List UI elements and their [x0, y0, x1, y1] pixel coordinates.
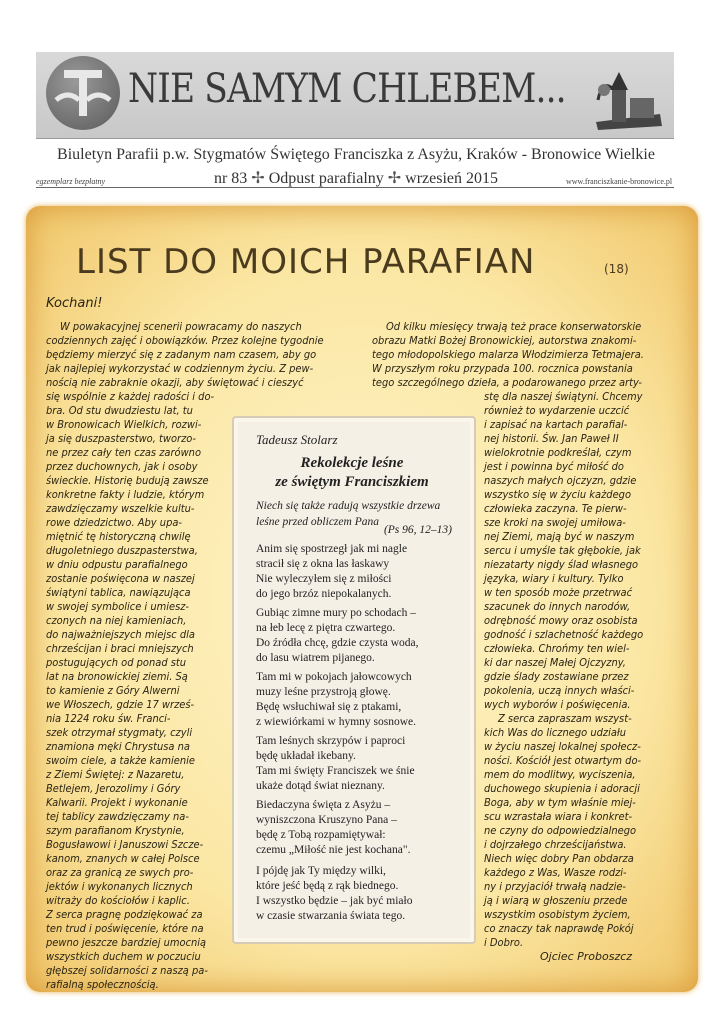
poem-line: będę układał ikebany.	[256, 750, 356, 762]
website-link[interactable]: www.franciszkanie-bronowice.pl	[566, 177, 673, 186]
article-line: nej historii. Św. Jan Paweł II	[484, 432, 619, 445]
article-line: gdzie ślady zostawiane przez	[484, 670, 629, 683]
poem-line: będę z Tobą rozpamiętywał:	[256, 829, 386, 841]
poem-line: na łeb lecę z piętra czwartego.	[256, 622, 396, 634]
article-line: i Dobro.	[484, 936, 524, 949]
issue-date: wrzesień 2015	[405, 170, 499, 187]
article-greeting: Kochani!	[46, 296, 103, 311]
article-title: LIST DO MOICH PARAFIAN	[76, 242, 536, 282]
article-line: tego szczególnego dzieła, a podarowanego przez arty-	[372, 376, 642, 389]
article-line: chrześcijan i braci mniejszych	[46, 642, 194, 655]
poem-line: z wiewiórkami w hymny sosnowe.	[256, 716, 417, 728]
article-line: miętnić tę historyczną chwilę	[46, 530, 191, 543]
article-line: Betlejem, Jerozolimy i Góry	[46, 782, 181, 795]
article-line: we Włoszech, gdzie 17 wrześ-	[46, 698, 195, 711]
poem-stanza	[256, 670, 416, 730]
article-line: Z serca zapraszam wszyst-	[498, 712, 632, 725]
article-line: oraz za granicą ze swych pro-	[46, 866, 194, 879]
poem-line: Anim się spostrzegł jak mi nagle	[256, 543, 408, 555]
article-number: (18)	[604, 262, 629, 276]
poem-stanza	[256, 734, 415, 794]
article-line: W powakacyjnej scenerii powracamy do naszych	[60, 320, 302, 333]
poem-line: stracił się z okna las łaskawy	[256, 558, 390, 570]
poem-motto: Niech się także radują wszystkie drzewa leśne przed obliczem Pana	[256, 500, 441, 528]
article-line: tego młodopolskiego malarza Włodzimierza Tetmajera.	[372, 348, 644, 361]
article-line: wszystko się w życiu każdego	[484, 488, 631, 501]
article-line: nej Ziemi, mają być w naszym	[484, 530, 635, 543]
article-line: duchowego skupienia i adoracji	[484, 782, 640, 795]
poem-line: Tam leśnych skrzypów i paproci	[256, 735, 406, 747]
article-line: bra. Od stu dwudziestu lat, tu	[46, 404, 193, 417]
article-line: sze kroki na swojej umiłowa-	[484, 516, 626, 529]
article-line: jest i powinna być miłość do	[484, 460, 624, 473]
article-line: długoletniego duszpasterstwa,	[46, 544, 198, 557]
article-line: również to wydarzenie uczcić	[484, 404, 630, 417]
article-line: kich Was do licznego udziału	[484, 726, 627, 739]
poem-line: czemu „Miłość nie jest kochana".	[256, 844, 411, 856]
article-line: znamiona męki Chrystusa na	[46, 740, 190, 753]
poem-line: muzy leśne przystroją głowę.	[256, 686, 391, 698]
article-line: w Bronowicach Wielkich, rozwi-	[46, 418, 202, 431]
poem-line: Nie wyleczyłem się z miłości	[256, 573, 392, 585]
poem-line: Będę wsłuchiwał się z ptakami,	[256, 701, 402, 713]
article-line: i dojrzałego chrześcijaństwa.	[484, 838, 627, 851]
article-line: postugujących od ponad stu	[46, 656, 187, 669]
article-line: lat na bronowickiej ziemi. Są	[46, 670, 188, 683]
article-line: codziennych zajęć i obowiązków. Przez kolejne tygodnie	[46, 334, 324, 347]
article-line: co znaczy tak naprawdę Pokój	[484, 922, 634, 935]
article-line: witraży do kościołów i kaplic.	[46, 894, 190, 907]
poem-line: Tam mi święty Franciszek we śnie	[256, 765, 415, 777]
article-line: Niech więc dobry Pan obdarza	[484, 852, 634, 865]
article-line: w ten sposób może przetrwać	[484, 586, 633, 599]
article-line: pewno jeszcze bardziej umocnią	[46, 936, 207, 949]
article-line: ten trud i poświęcenie, które na	[46, 922, 204, 935]
article-line: stę dla naszej świątyni. Chcemy	[484, 390, 643, 403]
article-line: rafialną społecznością.	[46, 978, 159, 991]
article-line: wszystkim osobistym życiem,	[484, 908, 631, 921]
article-line: zostanie poświęcona w naszej	[46, 572, 195, 585]
poem-stanza	[256, 798, 410, 858]
poem-line: Biedaczyna święta z Asyżu –	[256, 799, 391, 811]
article-line: będziemy mierzyć się z zadanym nam czasem, aby go	[46, 348, 317, 361]
poem-line: w czasie stwarzania świata tego.	[256, 910, 406, 922]
article-line: zawdzięczamy wszelkie kultu-	[46, 502, 195, 515]
article-line: głębszej solidarności z naszą pa-	[46, 964, 208, 977]
cross-icon: ✢	[387, 170, 402, 187]
article-line: wych wyborów i poświęcenia.	[484, 698, 631, 711]
article-line: godność i szlachetność każdego	[484, 628, 644, 641]
poem-stanza	[256, 864, 413, 924]
article-line: do najważniejszych miejsc dla	[46, 628, 195, 641]
article-line: tej tablicy zawdzięczamy na-	[46, 810, 189, 823]
article-line: ny i przyjaciół trwałą nadzie-	[484, 880, 626, 893]
article-line: mem do modlitwy, wyciszenia,	[484, 768, 636, 781]
article-line: Boga, aby w tym właśnie miej-	[484, 796, 636, 809]
article-line: świeckie. Historię budują zawsze	[46, 474, 209, 487]
article-line: jektów i wykonanych licznych	[46, 880, 193, 893]
article-line: kanom, znanych w całej Polsce	[46, 852, 200, 865]
article-line: w życiu naszej lokalnej społecz-	[484, 740, 641, 753]
poem-line: Do źródła chcę, gdzie czysta woda,	[256, 637, 419, 649]
cross-icon: ✢	[251, 170, 265, 187]
article-line: wielokrotnie podkreślał, czym	[484, 446, 632, 459]
poem-line: Gubiąc zimne mury po schodach –	[256, 607, 416, 619]
article-line: obrazu Matki Bożej Bronowickiej, autorstwa znakomi-	[372, 334, 637, 347]
article-line: w swojej symbolice i umiesz-	[46, 600, 190, 613]
article-line: W przyszłym roku przypada 100. rocznica powstania	[372, 362, 633, 375]
poem-author: Tadeusz Stolarz	[256, 432, 338, 447]
article-line: ja się duszpasterstwo, tworzo-	[46, 432, 196, 445]
poem-line: Tam mi w pokojach jałowcowych	[256, 671, 412, 683]
poem-stanza	[256, 606, 419, 666]
article-line: naszych małych ojczyzn, gdzie	[484, 474, 637, 487]
article-line: wszystkich duchem w poczuciu	[46, 950, 201, 963]
article-line: się wspólnie z każdej radości i do-	[46, 390, 215, 403]
article-line: szek otrzymał stygmaty, czyli	[46, 726, 193, 739]
poem-reference: (Ps 96, 12–13)	[383, 524, 452, 536]
article-line: ne przez cały ten czas zarówno	[46, 446, 201, 459]
article-line: konkretne fakty i ludzie, którym	[46, 488, 205, 501]
poem-line: do lasu wiatrem pijanego.	[256, 652, 375, 664]
article-line: to kamienie z Góry Alwerni	[46, 684, 180, 697]
poem-stanza	[256, 542, 407, 602]
article-line: języka, wiary i kultury. Tylko	[484, 572, 624, 585]
article-line: świątyni tablica, nawiązująca	[46, 586, 191, 599]
poem-title-line: Rekolekcje leśne	[300, 455, 404, 471]
article-line: czonych na niej kamieniach,	[46, 614, 187, 627]
article-line: niezatarty nigdy ślad własnego	[484, 558, 639, 571]
poem-title-line: ze świętym Franciszkiem	[275, 474, 429, 490]
article-line: w dniu odpustu parafialnego	[46, 558, 188, 571]
article-line: człowieka zaczyna. Te pierw-	[484, 502, 627, 515]
article-line: swoim ciele, a także kamienie	[46, 754, 195, 767]
issue-occasion: Odpust parafialny	[268, 170, 384, 187]
article-line: jak najlepiej wykorzystać w codziennym życiu. Z pew-	[46, 362, 314, 375]
article-line: sercu i umyśle tak głębokie, jak	[484, 544, 641, 557]
article-line: ki dar naszej Małej Ojczyzny,	[484, 656, 626, 669]
poem-line: I pójdę jak Ty między wilki,	[256, 865, 386, 877]
article-line: i zapisać na kartach parafial-	[484, 418, 628, 431]
header-divider	[36, 187, 674, 188]
article-line: Kalwarii. Projekt i wykonanie	[46, 796, 188, 809]
article-line: odrębność mowy oraz osobista	[484, 614, 638, 627]
poem-line: do jego brzóz niepokalanych.	[256, 588, 392, 600]
article-line: nia 1224 roku św. Franci-	[46, 712, 171, 725]
article-line: z Ziemi Świętej: z Nazaretu,	[46, 768, 185, 781]
poem-line: ukaże dotąd świat nieznany.	[256, 780, 385, 792]
article-line: ją i wiarą w głoszeniu przede	[484, 894, 628, 907]
article-line: przez duchownych, jak i osoby	[46, 460, 198, 473]
issue-number: nr 83	[213, 170, 248, 187]
article-line: scu wzrastała wiara i konkret-	[484, 810, 633, 823]
free-copy-note: egzemplarz bezpłatny	[36, 177, 106, 186]
article-line: ne czyny do odpowiedzialnego	[484, 824, 637, 837]
article-line: Z serca pragnę podziękować za	[46, 908, 203, 921]
article-line: szacunek do innych narodów,	[484, 600, 631, 613]
article-line: każdego z Was, Wasze rodzi-	[484, 866, 627, 879]
article-line: Bogusławowi i Januszowi Szcze-	[46, 838, 204, 851]
article-line: ności. Kościół jest otwartym do-	[484, 754, 642, 767]
article-line: człowieka. Chrońmy ten wiel-	[484, 642, 630, 655]
church-illustration	[590, 60, 668, 132]
article-line: szym parafianom Krystynie,	[46, 824, 185, 837]
article-line: rowe dziedzictwo. Aby upa-	[46, 516, 182, 529]
poem-line: wyniszczona Kruszyno Pana –	[256, 814, 397, 826]
poem-title	[240, 454, 464, 492]
parish-logo	[46, 56, 120, 130]
poem-line: I wszystko będzie – jak być miało	[256, 895, 413, 907]
article-line: pokolenia, uczą innych właści-	[484, 684, 635, 697]
article-line: Od kilku miesięcy trwają też prace konserwatorskie	[386, 320, 642, 333]
newsletter-title: NIE SAMYM CHLEBEM...	[128, 66, 566, 112]
bulletin-subtitle: Biuletyn Parafii p.w. Stygmatów Świętego Franciszka z Asyżu, Kraków - Bronowice Wielkie	[57, 146, 655, 163]
article-line: nością nie zabraknie okazji, aby świętować i cieszyć	[46, 376, 304, 389]
poem-line: które jeść będą z rąk biednego.	[256, 880, 399, 892]
article-signature: Ojciec Proboszcz	[540, 950, 633, 963]
